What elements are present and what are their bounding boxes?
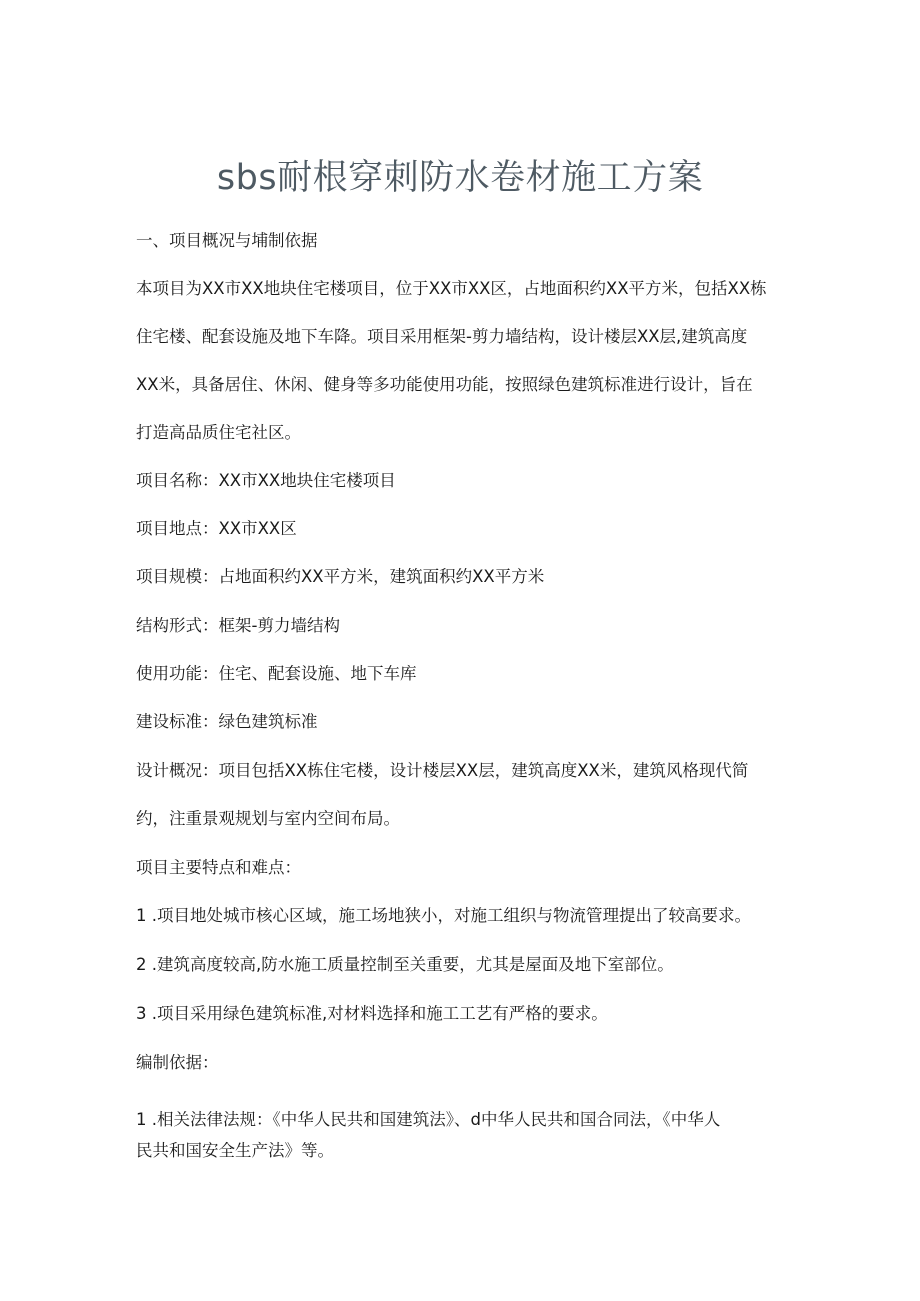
design-overview-line-1: 设计概况：项目包括XX栋住宅楼，设计楼层XX层，建筑高度XX米，建筑风格现代简 [136, 761, 749, 780]
basis-line-1: 1 .相关法律法规：《中华人民共和国建筑法》、d中华人民共和国合同法，《中华人 [136, 1110, 721, 1129]
structure-form: 结构形式：框架-剪力墙结构 [136, 616, 340, 635]
construction-standard: 建设标准：绿色建筑标准 [136, 712, 318, 731]
use-function: 使用功能：住宅、配套设施、地下车库 [136, 664, 417, 683]
basis-line-2: 民共和国安全生产法》等。 [136, 1141, 334, 1160]
intro-line-1: 本项目为XX市XX地块住宅楼项目，位于XX市XX区，占地面积约XX平方米，包括XX栋 [136, 279, 767, 298]
feature-item-1: 1 .项目地处城市核心区域，施工场地狭小，对施工组织与物流管理提出了较高要求。 [136, 906, 751, 925]
intro-line-2: 住宅楼、配套设施及地下车降。项目采用框架-剪力墙结构，设计楼层XX层,建筑高度 [136, 327, 748, 346]
document-title: sbs耐根穿刺防水卷材施工方案 [216, 158, 704, 198]
feature-item-2: 2 .建筑高度较高,防水施工质量控制至关重要，尤其是屋面及地下室部位。 [136, 955, 674, 974]
section-heading: 一、项目概况与埔制依据 [136, 231, 318, 250]
basis-heading: 编制依据： [136, 1053, 219, 1072]
project-location: 项目地点：XX市XX区 [136, 519, 297, 538]
intro-line-4: 打造高品质住宅社区。 [136, 423, 301, 442]
project-name: 项目名称：XX市XX地块住宅楼项目 [136, 471, 396, 490]
project-scale: 项目规模：占地面积约XX平方米，建筑面积约XX平方米 [136, 567, 545, 586]
features-heading: 项目主要特点和难点： [136, 858, 301, 877]
design-overview-line-2: 约，注重景观规划与室内空间布局。 [136, 809, 400, 828]
intro-line-3: XX米，具备居住、休闲、健身等多功能使用功能，按照绿色建筑标准进行设计，旨在 [136, 375, 753, 394]
feature-item-3: 3 .项目采用绿色建筑标准,对材料选择和施工工艺有严格的要求。 [136, 1004, 608, 1023]
